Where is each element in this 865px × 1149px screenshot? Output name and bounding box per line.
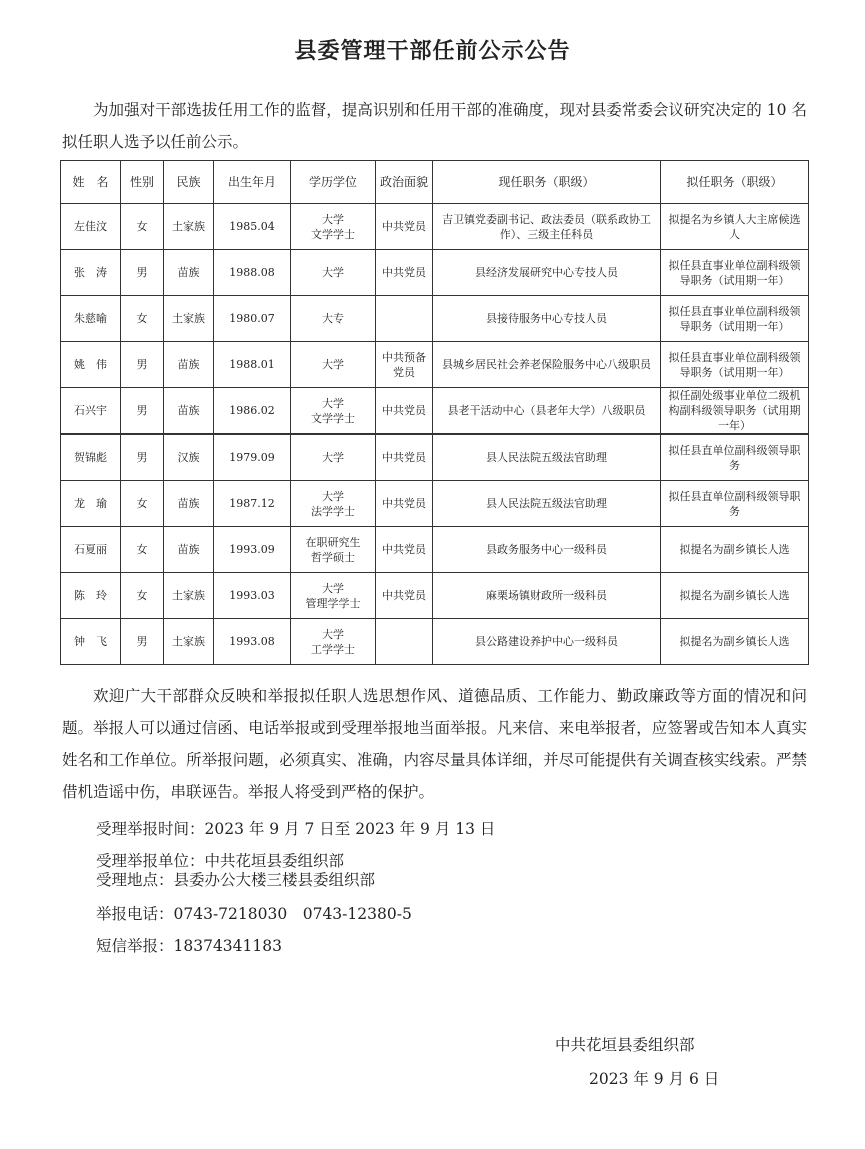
cell-birth (214, 619, 291, 665)
cell-current-post (433, 204, 661, 250)
cell-education (291, 388, 376, 435)
table-row (61, 342, 809, 388)
cell-gender-text: 男 (136, 266, 148, 279)
cell-proposed-post (661, 204, 809, 250)
cell-proposed-post (661, 619, 809, 665)
cell-party-text: 中共党员 (382, 451, 426, 464)
cell-education (291, 296, 376, 342)
cell-current-post-text: 县人民法院五级法官助理 (486, 451, 607, 464)
cell-ethnicity-text: 苗族 (177, 497, 200, 510)
cell-ethnicity-text: 苗族 (177, 404, 200, 417)
cell-proposed-post (661, 250, 809, 296)
cell-current-post-text: 县经济发展研究中心专技人员 (475, 266, 618, 279)
report-sms: 短信举报：18374341183 (96, 937, 282, 955)
cell-education-text: 大专 (322, 312, 344, 325)
cell-current-post (433, 619, 661, 665)
cell-proposed-post-text: 拟任县直事业单位副科级领导职务（试用期一年） (668, 258, 801, 287)
cell-party-text: 中共党员 (382, 589, 426, 602)
cell-name-text: 石夏丽 (74, 543, 107, 556)
cell-education-text: 文学学士 (311, 227, 355, 241)
cell-party (376, 527, 433, 573)
cell-ethnicity (164, 296, 214, 342)
cell-education (291, 204, 376, 250)
cell-ethnicity (164, 388, 214, 435)
cell-proposed-post (661, 434, 809, 481)
table-row (61, 250, 809, 296)
cell-gender (121, 250, 164, 296)
cell-education-text: 在职研究生 (305, 535, 361, 549)
cell-proposed-post-text: 拟任副处级事业单位二级机构副科级领导职务（试用期一年） (668, 389, 801, 432)
table-row (61, 388, 809, 435)
cell-name (61, 342, 121, 388)
cell-education-text: 法学学士 (311, 504, 355, 518)
cell-birth (214, 342, 291, 388)
cell-birth-text: 1980.07 (229, 312, 275, 325)
header-current-post: 现任职务（职级） (433, 161, 661, 204)
cell-name (61, 250, 121, 296)
cell-ethnicity (164, 342, 214, 388)
report-time: 受理举报时间：2023 年 9 月 7 日至 2023 年 9 月 13 日 (96, 820, 496, 838)
cell-education-text: 哲学硕士 (311, 550, 355, 564)
cell-birth-text: 1993.08 (229, 635, 275, 648)
cell-party (376, 434, 433, 481)
cell-proposed-post (661, 573, 809, 619)
cell-gender (121, 342, 164, 388)
cell-birth (214, 434, 291, 481)
cell-name (61, 527, 121, 573)
cell-birth (214, 527, 291, 573)
cell-gender (121, 388, 164, 435)
cell-education-text: 管理学学士 (305, 596, 361, 610)
cell-current-post-text: 县公路建设养护中心一级科员 (475, 635, 618, 648)
cell-party (376, 619, 433, 665)
cell-proposed-post (661, 527, 809, 573)
cell-birth (214, 481, 291, 527)
cell-gender-text: 男 (136, 635, 148, 648)
signature-date: 2023 年 9 月 6 日 (589, 1070, 720, 1088)
cell-education-text: 工学学士 (311, 642, 355, 656)
cell-gender (121, 296, 164, 342)
cell-name-text: 陈 玲 (74, 589, 107, 602)
cell-proposed-post-text: 拟提名为副乡镇长人选 (679, 543, 790, 556)
cell-ethnicity-text: 苗族 (177, 266, 200, 279)
cell-current-post-text: 麻栗场镇财政所一级科员 (486, 589, 607, 602)
cell-birth-text: 1985.04 (229, 220, 275, 233)
cell-party (376, 573, 433, 619)
cell-birth-text: 1993.09 (229, 543, 275, 556)
cell-current-post (433, 527, 661, 573)
cell-party-text: 中共党员 (382, 266, 426, 279)
header-education: 学历学位 (291, 161, 376, 204)
table-header-row (61, 161, 809, 204)
cell-name (61, 388, 121, 435)
cell-proposed-post (661, 388, 809, 435)
cell-gender-text: 女 (136, 220, 148, 233)
page-title: 县委管理干部任前公示公告 (294, 39, 571, 64)
cell-ethnicity-text: 土家族 (172, 589, 205, 602)
table-row (61, 434, 809, 481)
cell-ethnicity-text: 汉族 (177, 451, 200, 464)
report-phone: 举报电话：0743-7218030 0743-12380-5 (96, 905, 412, 923)
cell-education-text: 文学学士 (311, 411, 355, 425)
report-place: 受理地点：县委办公大楼三楼县委组织部 (96, 871, 376, 889)
cell-birth (214, 388, 291, 435)
intro-paragraph: 为加强对干部选拔任用工作的监督，提高识别和任用干部的准确度，现对县委常委会议研究决定的 10 名拟任职人选予以任前公示。 (62, 101, 807, 151)
cell-current-post (433, 296, 661, 342)
cell-birth (214, 573, 291, 619)
cell-name-text: 钟 飞 (74, 635, 107, 648)
cell-proposed-post (661, 342, 809, 388)
report-unit: 受理举报单位：中共花垣县委组织部 (96, 852, 345, 870)
cell-ethnicity-text: 土家族 (172, 312, 205, 325)
cell-education (291, 250, 376, 296)
table-row (61, 204, 809, 250)
cell-gender-text: 女 (136, 497, 148, 510)
table-row (61, 481, 809, 527)
cell-proposed-post (661, 481, 809, 527)
cell-education-text: 大学 (322, 627, 344, 641)
cell-current-post-text: 吉卫镇党委副书记、政法委员（联系政协工作）、三级主任科员 (442, 212, 651, 241)
cell-birth (214, 204, 291, 250)
cell-education (291, 619, 376, 665)
cell-gender (121, 481, 164, 527)
cell-gender (121, 619, 164, 665)
header-birth: 出生年月 (214, 161, 291, 204)
cell-education (291, 481, 376, 527)
cell-education-text: 大学 (322, 396, 344, 410)
cell-gender (121, 204, 164, 250)
cell-proposed-post-text: 拟任县直事业单位副科级领导职务（试用期一年） (668, 350, 801, 379)
cell-ethnicity (164, 481, 214, 527)
cell-ethnicity-text: 苗族 (177, 543, 200, 556)
cell-name-text: 石兴宇 (74, 404, 107, 417)
notice-paragraph: 欢迎广大干部群众反映和举报拟任职人选思想作风、道德品质、工作能力、勤政廉政等方面的情况和问题。举报人可以通过信函、电话举报或到受理举报地当面举报。凡来信、来电举报者，应签署或告知本人真实姓名和工作单位。所举报问题，必须真实、准确，内容尽量具体详细，并尽可能提供有关调查核实线索。严禁借机造谣中伤，串联诬告。举报人将受到严格的保护。 (62, 687, 807, 801)
cell-education-text: 大学 (322, 451, 344, 464)
cell-current-post (433, 250, 661, 296)
cell-party-text: 中共党员 (382, 543, 426, 556)
cell-ethnicity (164, 573, 214, 619)
cell-current-post (433, 342, 661, 388)
cell-name-text: 贺锦彪 (74, 451, 107, 464)
cell-education-text: 大学 (322, 581, 344, 595)
header-ethnicity: 民族 (164, 161, 214, 204)
cell-ethnicity-text: 土家族 (172, 635, 205, 648)
cell-current-post-text: 县政务服务中心一级科员 (486, 543, 607, 556)
cell-party-text: 党员 (393, 365, 415, 379)
cell-education-text: 大学 (322, 489, 344, 503)
cell-gender-text: 女 (136, 589, 148, 602)
cell-party (376, 204, 433, 250)
cell-birth-text: 1993.03 (229, 589, 275, 602)
cell-name (61, 481, 121, 527)
cell-name (61, 296, 121, 342)
cell-ethnicity (164, 527, 214, 573)
cell-birth-text: 1988.08 (229, 266, 275, 279)
cell-gender (121, 573, 164, 619)
cell-party (376, 388, 433, 435)
cell-proposed-post-text: 拟提名为副乡镇长人选 (679, 635, 790, 648)
header-name: 姓 名 (61, 161, 121, 204)
cell-name-text: 龙 瑜 (74, 497, 107, 510)
cell-ethnicity (164, 250, 214, 296)
cell-gender (121, 527, 164, 573)
cell-proposed-post-text: 拟提名为乡镇人大主席候选人 (668, 212, 801, 241)
signature-org: 中共花垣县委组织部 (555, 1036, 695, 1054)
cell-current-post (433, 481, 661, 527)
cell-name (61, 573, 121, 619)
candidate-table (60, 160, 809, 665)
cell-birth (214, 250, 291, 296)
header-proposed-post: 拟任职务（职级） (661, 161, 809, 204)
cell-name-text: 张 涛 (74, 266, 107, 279)
cell-birth-text: 1979.09 (229, 451, 275, 464)
cell-name (61, 434, 121, 481)
cell-current-post (433, 573, 661, 619)
cell-proposed-post-text: 拟任县直事业单位副科级领导职务（试用期一年） (668, 304, 801, 333)
cell-party (376, 342, 433, 388)
table-row (61, 527, 809, 573)
cell-party-text: 中共党员 (382, 404, 426, 417)
cell-current-post-text: 县人民法院五级法官助理 (486, 497, 607, 510)
cell-gender-text: 女 (136, 543, 148, 556)
cell-current-post-text: 县老干活动中心（县老年大学）八级职员 (447, 404, 646, 417)
cell-ethnicity-text: 土家族 (172, 220, 205, 233)
cell-current-post-text: 县城乡居民社会养老保险服务中心八级职员 (442, 358, 651, 371)
cell-party-text: 中共党员 (382, 497, 426, 510)
cell-proposed-post-text: 拟提名为副乡镇长人选 (679, 589, 790, 602)
cell-gender-text: 女 (136, 312, 148, 325)
cell-name (61, 619, 121, 665)
cell-education-text: 大学 (322, 358, 344, 371)
cell-proposed-post-text: 拟任县直单位副科级领导职务 (668, 443, 801, 472)
header-gender: 性别 (121, 161, 164, 204)
cell-proposed-post-text: 拟任县直单位副科级领导职务 (668, 489, 801, 518)
cell-gender-text: 男 (136, 358, 148, 371)
cell-party (376, 481, 433, 527)
cell-gender-text: 男 (136, 404, 148, 417)
cell-education (291, 434, 376, 481)
cell-name (61, 204, 121, 250)
cell-education-text: 大学 (322, 212, 344, 226)
cell-party (376, 296, 433, 342)
cell-birth-text: 1988.01 (229, 358, 275, 371)
cell-birth-text: 1987.12 (229, 497, 275, 510)
cell-education-text: 大学 (322, 266, 344, 279)
cell-name-text: 朱慈喻 (74, 312, 107, 325)
cell-name-text: 左佳汶 (74, 220, 107, 233)
cell-ethnicity (164, 434, 214, 481)
header-party: 政治面貌 (376, 161, 433, 204)
cell-education (291, 342, 376, 388)
cell-party-text: 中共预备 (382, 350, 426, 364)
cell-party-text: 中共党员 (382, 220, 426, 233)
cell-ethnicity (164, 204, 214, 250)
cell-gender-text: 男 (136, 451, 148, 464)
cell-education (291, 527, 376, 573)
cell-ethnicity (164, 619, 214, 665)
cell-proposed-post (661, 296, 809, 342)
table-row (61, 573, 809, 619)
cell-current-post (433, 388, 661, 435)
cell-current-post (433, 434, 661, 481)
cell-current-post-text: 县接待服务中心专技人员 (486, 312, 607, 325)
cell-education (291, 573, 376, 619)
table-row (61, 619, 809, 665)
cell-birth (214, 296, 291, 342)
cell-name-text: 姚 伟 (74, 358, 107, 371)
cell-birth-text: 1986.02 (229, 404, 275, 417)
cell-gender (121, 434, 164, 481)
cell-party (376, 250, 433, 296)
table-row (61, 296, 809, 342)
cell-ethnicity-text: 苗族 (177, 358, 200, 371)
